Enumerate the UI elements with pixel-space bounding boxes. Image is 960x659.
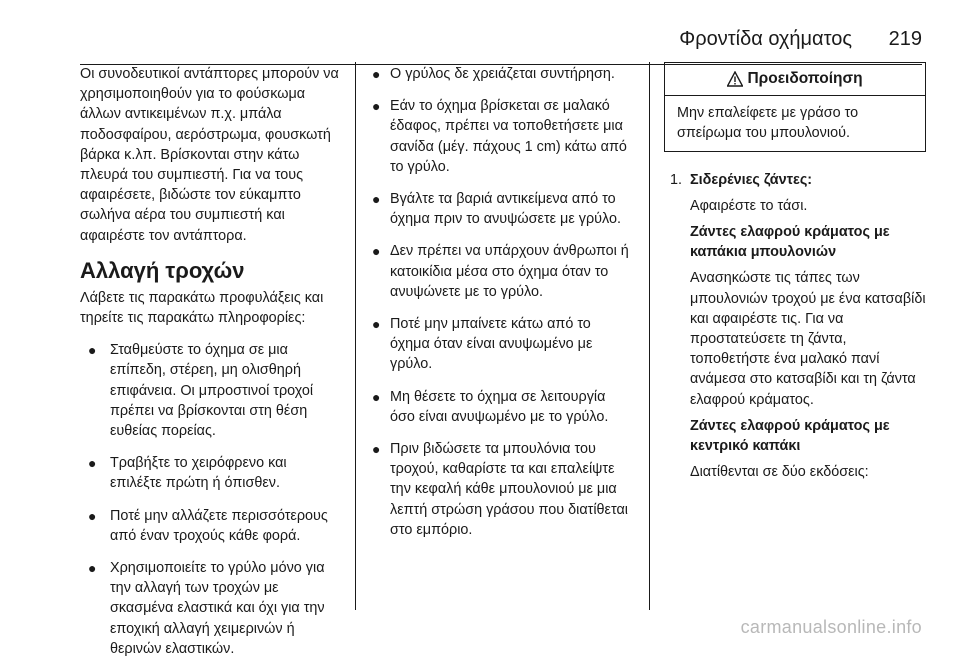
page-title: Φροντίδα οχήματος [679, 28, 852, 50]
page-header [0, 18, 960, 58]
intro-paragraph: Οι συνοδευτικοί αντάπτορες μπορούν να χρησιμοποιηθούν για το φούσκωμα άλλων αντικειμένων π.χ. μπάλα ποδοσφαίρου, αερόστρωμα, φουσκωτή βάρκα κ.λπ. Βρίσκονται στην κάτω πλευρά του συμπιεστή. Για να τους αφαιρέσετε, βιδώστε τον εύκαμπτο σωλήνα αέρα του συμπιεστή και αφαιρέστε τον αντάπτορα. [80, 66, 339, 244]
bullet-icon: ● [88, 507, 97, 524]
bullet-icon: ● [88, 560, 97, 577]
bullet-icon: ● [372, 316, 381, 333]
column-2 [372, 64, 634, 540]
list-item: ● Ο γρύλος δε χρειάζεται συντήρηση. [372, 64, 634, 84]
bullet-icon: ● [372, 191, 381, 208]
step-number: 1. [670, 171, 683, 188]
bullet-icon: ● [372, 388, 381, 405]
bolt-caps-text: Ανασηκώστε τις τάπες των μπουλονιών τροχού με ένα κατσαβίδι και αφαιρέστε τις. Για να προστατεύσετε τη ζάντα, τοποθετήστε ένα μαλακό πανί ανάμεσα στο κατσαβίδι και τη ζάντα ελαφρού κράματος. [690, 270, 926, 408]
step-item [664, 170, 926, 190]
page-number: 219 [888, 28, 922, 50]
list-item: ● Ποτέ μην μπαίνετε κάτω από το όχημα όταν είναι ανυψωμένο με γρύλο. [372, 316, 593, 373]
list-item: ● Πριν βιδώσετε τα μπουλόνια του τροχού, καθαρίστε τα και επαλείψτε την κεφαλή κάθε μπουλονιού με μια λεπτή στρώση γράσου που διατίθεται στο εμπόριο. [372, 441, 628, 538]
warning-header [665, 63, 925, 96]
section-heading: Αλλαγή τροχών [80, 257, 245, 283]
column-3 [664, 64, 926, 482]
list-item: ● Μη θέσετε το όχημα σε λειτουργία όσο είναι ανυψωμένο με το γρύλο. [372, 388, 609, 425]
bullet-icon: ● [372, 98, 381, 115]
warning-triangle-icon [727, 71, 743, 87]
bullet-icon: ● [372, 243, 381, 260]
list-item: ● Τραβήξτε το χειρόφρενο και επιλέξτε πρώτη ή όπισθεν. [88, 455, 287, 492]
list-item: ● Ποτέ μην αλλάζετε περισσότερους από έναν τροχούς κάθε φορά. [88, 507, 328, 544]
step-text: Αφαιρέστε το τάσι. [690, 197, 808, 214]
bullet-icon: ● [372, 441, 381, 458]
list-item: ● Σταθμεύστε το όχημα σε μια επίπεδη, στέρεη, μη ολισθηρή επιφάνεια. Οι μπροστινοί τροχοί πρέπει να βρίσκονται στη θέση ευθείας πορείας. [88, 342, 314, 440]
bullet-icon: ● [88, 455, 97, 472]
bullet-icon: ● [372, 66, 381, 82]
list-item: ● Βγάλτε τα βαριά αντικείμενα από το όχημα πριν το ανυψώσετε με γρύλο. [372, 191, 621, 228]
list-item: ● Εάν το όχημα βρίσκεται σε μαλακό έδαφος, πρέπει να τοποθετήσετε μια σανίδα (μέγ. πάχους 1 cm) κάτω από το γρύλο. [372, 98, 627, 175]
lead-paragraph: Λάβετε τις παρακάτω προφυλάξεις και τηρείτε τις παρακάτω πληροφορίες: [80, 289, 324, 327]
column-divider-2 [649, 62, 650, 610]
center-cap-text: Διατίθενται σε δύο εκδόσεις: [690, 464, 869, 481]
list-item: ● Χρησιμοποιείτε το γρύλο μόνο για την αλλαγή των τροχών με σκασμένα ελαστικά και όχι για την εποχική αλλαγή χειμερινών ή θερινών ελαστικών. [88, 560, 325, 657]
warning-box [664, 62, 926, 152]
bullet-icon: ● [88, 342, 97, 359]
column-divider-1 [355, 62, 356, 610]
subheading-center-cap: Ζάντες ελαφρού κράματος με κεντρικό καπάκι [690, 417, 890, 455]
watermark: carmanualsonline.info [740, 617, 922, 637]
precautions-list [80, 340, 342, 659]
subheading-bolt-caps: Ζάντες ελαφρού κράματος με καπάκια μπουλονιών [690, 224, 890, 261]
warning-text: Μην επαλείφετε με γράσο το σπείρωμα του μπουλονιού. [677, 105, 859, 142]
column-1 [80, 64, 342, 659]
warning-title: Προειδοποίηση [747, 70, 863, 87]
step-title: Σιδερένιες ζάντες: [690, 171, 813, 188]
list-item: ● Δεν πρέπει να υπάρχουν άνθρωποι ή κατοικίδια μέσα στο όχημα όταν το ανυψώνετε με το γρύλο. [372, 243, 629, 300]
jack-notes-list [372, 64, 634, 540]
